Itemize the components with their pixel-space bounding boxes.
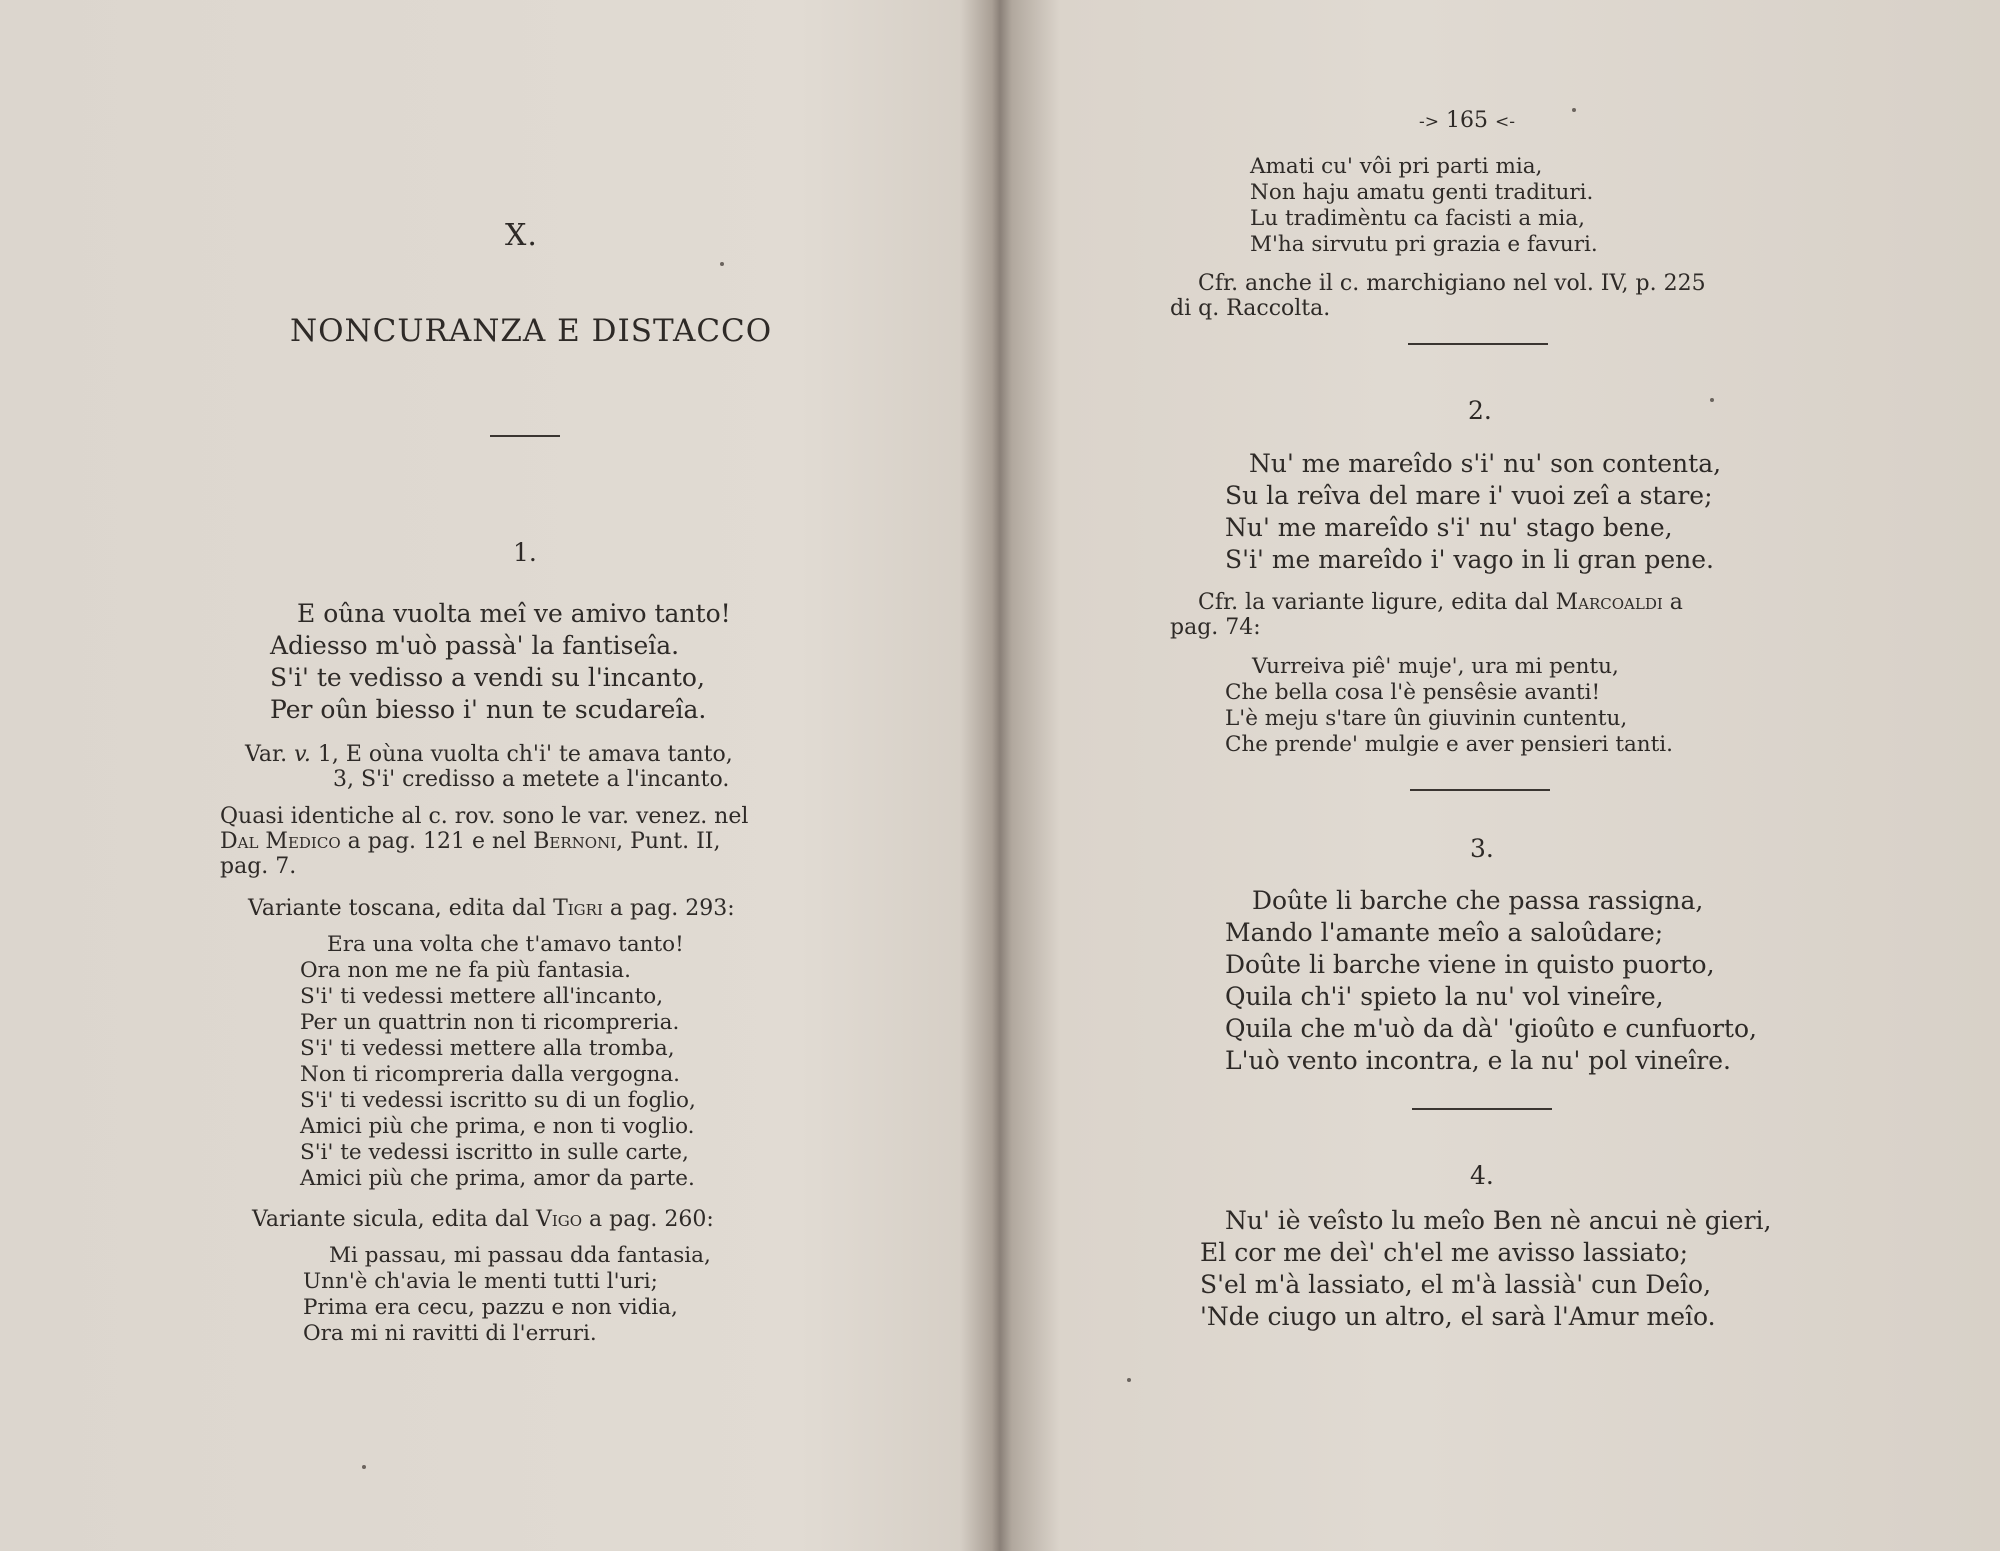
quote-line: Amati cu' vôi pri parti mia, <box>1250 154 1543 179</box>
page-number-header <box>1419 108 1515 135</box>
paper-speck <box>362 1465 366 1469</box>
paper-speck <box>1710 398 1714 402</box>
title-rule <box>490 435 560 437</box>
quote-line: S'i' te vedessi iscritto in sulle carte, <box>300 1140 689 1165</box>
section-rule <box>1408 343 1548 345</box>
quote-line: Amici più che prima, e non ti voglio. <box>300 1114 695 1139</box>
section-rule <box>1412 1108 1552 1110</box>
poem-section-3 <box>1225 885 1757 1077</box>
author-marcoaldi: Marcoaldi <box>1555 590 1663 615</box>
note-text: a pag. 121 e nel <box>340 829 534 854</box>
paper-speck <box>1127 1378 1131 1382</box>
note-text: Variante sicula, edita dal <box>252 1207 536 1232</box>
author-dal-medico: Dal Medico <box>220 829 341 854</box>
paper-speck <box>1572 108 1576 112</box>
poem-line: Quila ch'i' spieto la nu' vol vineîre, <box>1225 982 1664 1011</box>
quote-line: L'è meju s'tare ûn giuvinin cuntentu, <box>1225 706 1628 731</box>
poem-line: 'Nde ciugo un altro, el sarà l'Amur meîo. <box>1200 1302 1716 1331</box>
chapter-title: NONCURANZA E DISTACCO <box>290 313 773 349</box>
poem-line: L'uò vento incontra, e la nu' pol vineîre. <box>1225 1046 1731 1075</box>
var-label: Var. <box>245 742 288 767</box>
section-number-4: 4. <box>1470 1161 1494 1190</box>
quote-line: M'ha sirvutu pri grazia e favuri. <box>1250 232 1598 257</box>
left-page <box>0 0 995 1551</box>
note-text: Cfr. la variante ligure, edita dal <box>1198 590 1556 615</box>
quote-line: Non haju amatu genti tradituri. <box>1250 180 1594 205</box>
quote-line: S'i' ti vedessi mettere alla tromba, <box>300 1036 675 1061</box>
note-line: di q. Raccolta. <box>1170 296 1331 321</box>
section-number-3: 3. <box>1470 834 1494 863</box>
quote-line: Che prende' mulgie e aver pensieri tanti. <box>1225 732 1673 757</box>
poem-line: Quila che m'uò da dà' 'gioûto e cunfuorto, <box>1225 1014 1757 1043</box>
paper-speck <box>720 262 724 266</box>
poem-line: Doûte li barche viene in quisto puorto, <box>1225 950 1715 979</box>
note-text: a <box>1662 590 1683 615</box>
poem-line: E oûna vuolta meî ve amivo tanto! <box>297 599 731 628</box>
variant-note <box>245 742 733 792</box>
arrow-left-icon: <- <box>1495 112 1515 132</box>
poem-line: Mando l'amante meîo a saloûdare; <box>1225 918 1664 947</box>
note-text: Variante toscana, edita dal <box>248 896 554 921</box>
poem-line: Nu' me mareîdo s'i' nu' stago bene, <box>1225 513 1673 542</box>
sicilian-quote <box>303 1243 711 1347</box>
section-rule <box>1410 789 1550 791</box>
quote-line: Era una volta che t'amavo tanto! <box>327 932 684 957</box>
var-line-1: 1, E oùna vuolta ch'i' te amava tanto, <box>310 742 733 767</box>
author-tigri: Tigri <box>553 896 603 921</box>
poem-line: Adiesso m'uò passà' la fantiseîa. <box>270 631 680 660</box>
poem-line: Doûte li barche che passa rassigna, <box>1252 886 1704 915</box>
section-number-1: 1. <box>513 538 537 567</box>
quote-line: Che bella cosa l'è pensêsie avanti! <box>1225 680 1601 705</box>
cfr-ligure <box>1170 590 1683 640</box>
note-text: , Punt. II, <box>616 829 721 854</box>
poem-line: Su la reîva del mare i' vuoi zeî a stare; <box>1225 481 1713 510</box>
note-line: pag. 74: <box>1170 615 1261 640</box>
right-page <box>1005 0 2000 1551</box>
quote-line: S'i' ti vedessi mettere all'incanto, <box>300 984 664 1009</box>
quote-line: Amici più che prima, amor da parte. <box>300 1166 695 1191</box>
tuscan-variant-intro <box>248 896 735 921</box>
quote-line: Ora non me ne fa più fantasia. <box>300 958 631 983</box>
author-bernoni: Bernoni <box>533 829 617 854</box>
poem-line: Nu' iè veîsto lu meîo Ben nè ancui nè gieri, <box>1225 1206 1772 1235</box>
quote-line: S'i' ti vedessi iscritto su di un foglio, <box>300 1088 696 1113</box>
author-vigo: Vigo <box>535 1207 583 1232</box>
note-text: a pag. 293: <box>602 896 735 921</box>
quote-line: Vurreiva piê' muje', ura mi pentu, <box>1252 654 1619 679</box>
var-v: v. <box>294 742 311 767</box>
poem-line: S'el m'à lassiato, el m'à lassià' cun Deîo, <box>1200 1270 1712 1299</box>
note-line: Cfr. anche il c. marchigiano nel vol. IV, p. 225 <box>1198 271 1706 296</box>
poem-section-1 <box>270 598 731 726</box>
var-line-2: 3, S'i' credisso a metete a l'incanto. <box>333 767 730 792</box>
section-number-2: 2. <box>1468 396 1492 425</box>
poem-line: El cor me deì' ch'el me avisso lassiato; <box>1200 1238 1689 1267</box>
quote-line: Prima era cecu, pazzu e non vidia, <box>303 1295 678 1320</box>
quote-line: Unn'è ch'avia le menti tutti l'uri; <box>303 1269 658 1294</box>
note-identical <box>220 804 830 879</box>
note-line: pag. 7. <box>220 854 297 879</box>
poem-line: Nu' me mareîdo s'i' nu' son contenta, <box>1249 449 1722 478</box>
quote-line: Mi passau, mi passau dda fantasia, <box>329 1243 711 1268</box>
page-number: 165 <box>1446 108 1488 133</box>
arrow-right-icon: -> <box>1419 112 1439 132</box>
ligurian-quote <box>1225 654 1673 758</box>
sicilian-variant-intro <box>252 1207 714 1232</box>
continued-sicilian-quote <box>1250 154 1598 258</box>
note-text: a pag. 260: <box>582 1207 714 1232</box>
poem-section-2 <box>1225 448 1721 576</box>
poem-line: S'i' me mareîdo i' vago in li gran pene. <box>1225 545 1714 574</box>
poem-section-4 <box>1200 1205 1772 1333</box>
poem-line: Per oûn biesso i' nun te scudareîa. <box>270 695 707 724</box>
quote-line: Ora mi ni ravitti di l'erruri. <box>303 1321 597 1346</box>
quote-line: Per un quattrin non ti ricompreria. <box>300 1010 680 1035</box>
poem-line: S'i' te vedisso a vendi su l'incanto, <box>270 663 705 692</box>
quote-line: Non ti ricompreria dalla vergogna. <box>300 1062 680 1087</box>
chapter-number: X. <box>505 218 538 253</box>
tuscan-quote <box>300 932 696 1192</box>
cfr-marchigiano <box>1170 271 1706 321</box>
quote-line: Lu tradimèntu ca facisti a mia, <box>1250 206 1585 231</box>
note-line: Quasi identiche al c. rov. sono le var. venez. nel <box>220 804 749 829</box>
